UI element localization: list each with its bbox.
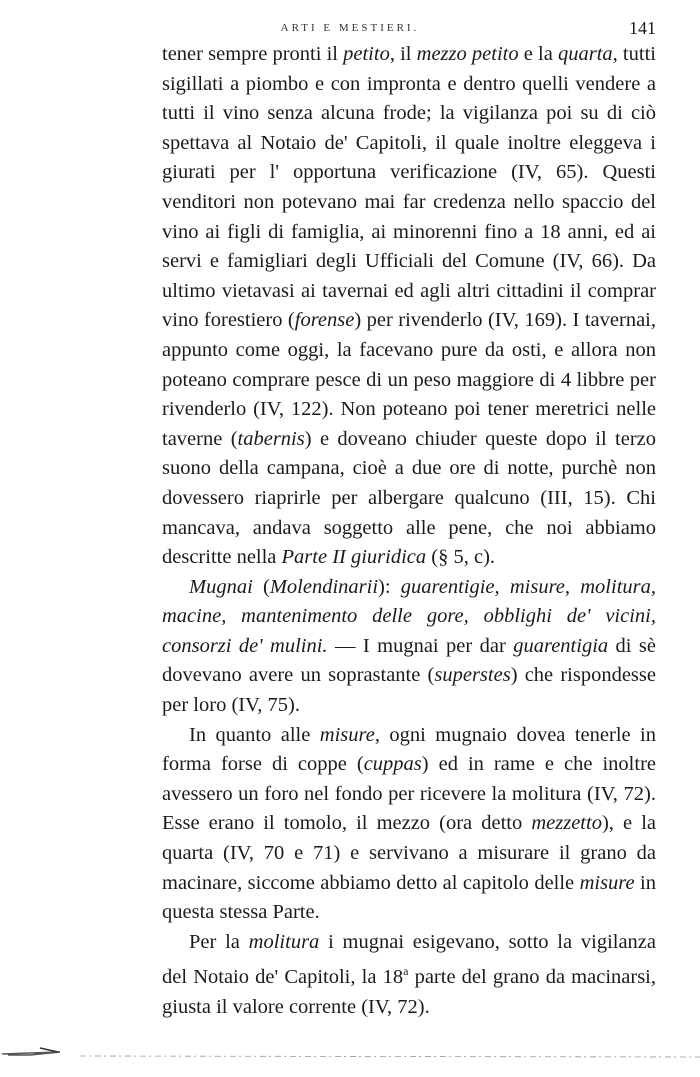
italic-term: superstes [434, 664, 511, 687]
text-run: in questa stessa Parte. [162, 871, 656, 924]
text-run: ( [252, 575, 270, 598]
page-number: 141 [629, 18, 656, 38]
superscript: a [403, 964, 409, 979]
running-head [0, 18, 700, 38]
paragraph-misure [162, 721, 656, 928]
italic-term: petito [343, 43, 390, 65]
text-run: In quanto alle [189, 723, 320, 746]
italic-term: guarentigia [513, 634, 609, 657]
paragraph-molitura [162, 928, 656, 1023]
body-text [162, 40, 656, 1022]
text-run: ) ed in rame e che inoltre avessero un foro nel fondo per ricevere la molitura (IV, 72). Esse erano il tomolo, il mezzo (ora detto [162, 753, 656, 835]
text-run: (§ 5, c). [426, 546, 496, 569]
text-run: — I mugnai per dar [327, 634, 514, 657]
italic-term: Mugnai [189, 575, 253, 598]
text-run: ): [378, 575, 401, 598]
italic-term: molitura [248, 930, 320, 953]
text-run: Per la [189, 930, 249, 953]
text-run: , ogni mugnaio dovea tenerle in forma forse di coppe ( [162, 723, 656, 776]
text-run: , il [389, 43, 417, 65]
text-run: ) per rivenderlo (IV, 169). I tavernai, appunto come oggi, la facevano pure da osti, e allora non poteano comprare pesce di un peso maggiore di 4 libbre per rivenderlo (IV, 122). Non poteano poi tener meretrici nelle taverne ( [162, 309, 656, 450]
text-run: di sè dovevano avere un soprastante ( [162, 634, 656, 687]
italic-term: mezzetto [531, 812, 602, 835]
italic-term: tabernis [237, 427, 305, 450]
italic-term: cuppas [363, 753, 422, 776]
text-run: ) e doveano chiuder queste dopo il terzo suono della campana, cioè a due ore di notte, purchè non dovessero riaprirle per albergare qualcuno (III, 15). Chi mancava, andava soggetto alle pene, che noi abbiamo descritte nella [162, 427, 656, 569]
paragraph-taverne [162, 40, 656, 573]
text-run: e la [518, 43, 558, 65]
text-run: parte del grano da macinarsi, giusta il valore corrente (IV, 72). [162, 966, 657, 1018]
italic-term: Molendinarii [269, 575, 379, 598]
text-run: ) che rispondesse per loro (IV, 75). [162, 664, 656, 717]
italic-term: misure [579, 871, 635, 894]
text-run: i mugnai esigevano, sotto la vigilanza del Notaio de' Capitoli, la 18 [162, 930, 657, 989]
italic-term: mezzo petito [416, 43, 519, 65]
italic-term: Parte II giuridica [281, 546, 427, 569]
text-run: tener sempre pronti il [162, 43, 344, 65]
italic-term: forense [294, 309, 355, 332]
text-run: , tutti sigillati a piombo e con impronta e dentro quelli vendere a tutti il vino senza alcuna frode; la vigilanza poi su di ciò spettava al Notaio de' Capitoli, il quale inoltre eleggeva i giurati per l' opportuna verificazione (IV, 65). Questi venditori non potevano mai far credenza nello spaccio del vino ai figli di famiglia, ai minorenni fino a 18 anni, ed ai servi e famigliari degli Ufficiali del Comune (IV, 66). Da ultimo vietavasi ai tavernai ed agli altri cittadini il comprar vino forestiero ( [162, 43, 656, 332]
scan-artifact-mark [0, 1046, 700, 1060]
italic-term: misure [319, 723, 375, 746]
paragraph-mugnai [162, 573, 656, 721]
running-title: ARTI E MESTIERI. [280, 22, 420, 34]
italic-term: quarta [557, 43, 613, 65]
text-run: ), e la quarta (IV, 70 e 71) e servivano a misurare il grano da macinare, siccome abbiamo detto al capitolo delle [162, 812, 656, 894]
italic-term: guarentigie, misure, molitura, macine, mantenimento delle gore, obblighi de' vicini, consorzi de' mulini. [162, 575, 656, 657]
